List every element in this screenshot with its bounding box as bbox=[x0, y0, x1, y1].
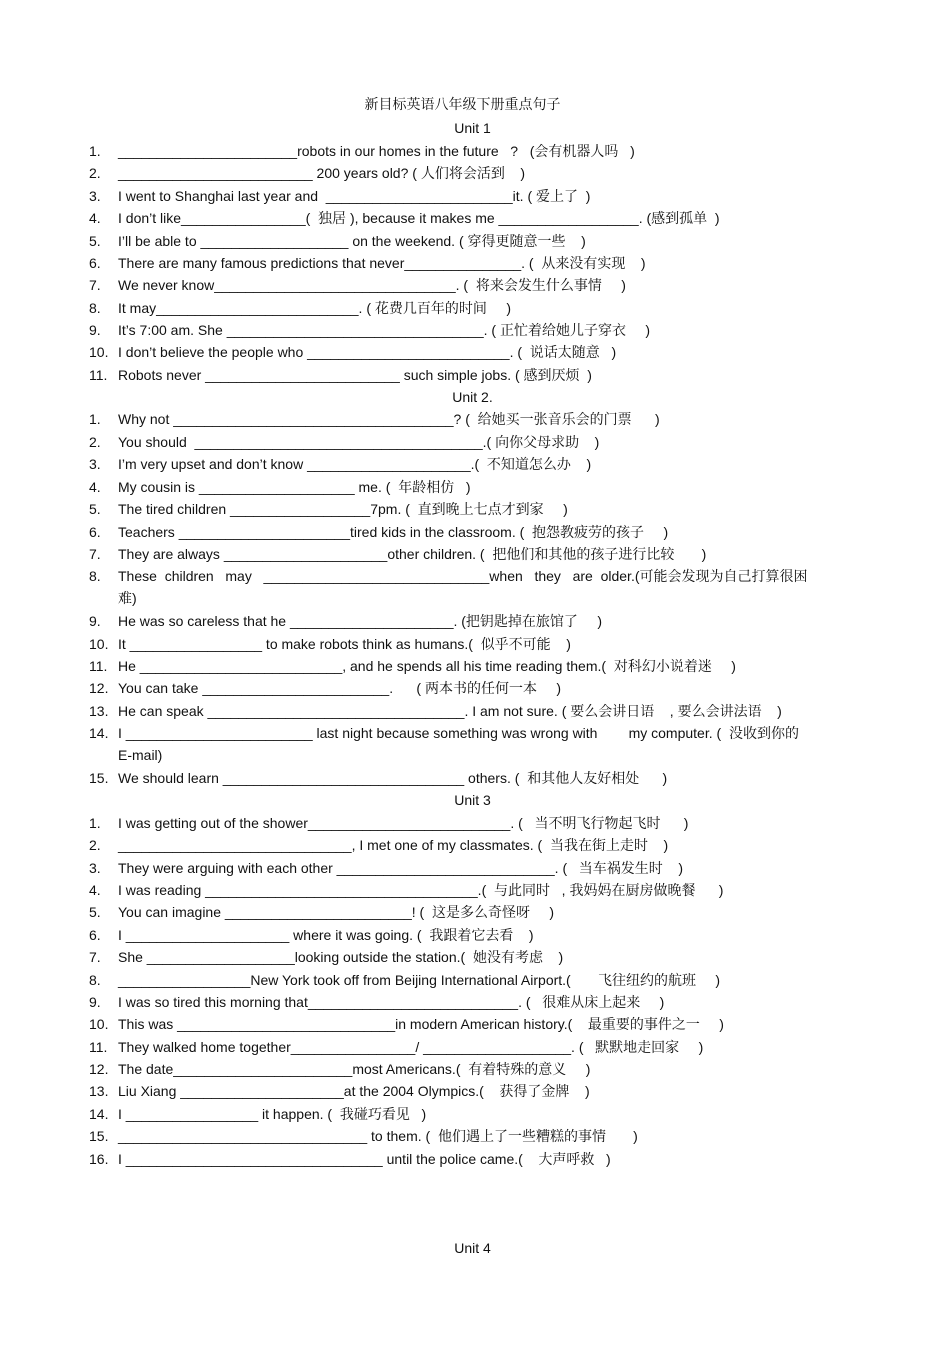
item-number: 8. bbox=[89, 568, 101, 584]
item-number: 3. bbox=[89, 860, 101, 876]
unit-heading: Unit 2. bbox=[452, 389, 493, 405]
item-sentence: There are many famous predictions that never_______________. ( 从来没有实现 ) bbox=[118, 255, 646, 271]
item-sentence: I don’t like________________( 独居 ), because it makes me __________________. (感到孤单 ) bbox=[118, 210, 720, 226]
item-number: 14. bbox=[89, 725, 109, 741]
item-number: 10. bbox=[89, 344, 109, 360]
item-number: 2. bbox=[89, 837, 101, 853]
item-sentence: The date_______________________most Americans.( 有着特殊的意义 ) bbox=[118, 1061, 591, 1077]
item-sentence: I _________________________________ until the police came.( 大声呼救 ) bbox=[118, 1151, 611, 1167]
item-number: 4. bbox=[89, 882, 101, 898]
item-sentence: I _____________________ where it was going. ( 我跟着它去看 ) bbox=[118, 927, 534, 943]
item-sentence: We should learn _______________________________ others. ( 和其他人友好相处 ) bbox=[118, 770, 668, 786]
item-number: 6. bbox=[89, 524, 101, 540]
item-number: 1. bbox=[89, 411, 101, 427]
item-sentence: These children may _____________________________when they are older.(可能会发现为自己打算很困 bbox=[118, 568, 808, 584]
item-sentence: I ________________________ last night because something was wrong with my computer. ( 没收到你的 bbox=[118, 725, 799, 741]
item-number: 9. bbox=[89, 994, 101, 1010]
item-sentence: They were arguing with each other ____________________________. ( 当车祸发生时 ) bbox=[118, 860, 684, 876]
item-sentence: I went to Shanghai last year and ________________________it. ( 爱上了 ) bbox=[118, 188, 591, 204]
item-sentence: It _________________ to make robots think as humans.( 似乎不可能 ) bbox=[118, 636, 571, 652]
item-sentence: We never know_______________________________. ( 将来会发生什么事情 ) bbox=[118, 277, 626, 293]
item-number: 15. bbox=[89, 770, 109, 786]
item-sentence: _______________________robots in our homes in the future ? (会有机器人吗 ) bbox=[118, 143, 635, 159]
item-number: 9. bbox=[89, 613, 101, 629]
item-number: 12. bbox=[89, 1061, 109, 1077]
item-sentence: I don’t believe the people who __________________________. ( 说话太随意 ) bbox=[118, 344, 617, 360]
item-number: 13. bbox=[89, 1083, 109, 1099]
item-sentence: I _________________ it happen. ( 我碰巧看见 ) bbox=[118, 1106, 427, 1122]
item-sentence: You can take ________________________. ( 两本书的任何一本 ) bbox=[118, 680, 562, 696]
item-sentence: This was ____________________________in modern American history.( 最重要的事件之一 ) bbox=[118, 1016, 724, 1032]
item-sentence: He can speak _________________________________. I am not sure. ( 要么会讲日语 , 要么会讲法语 ) bbox=[118, 703, 782, 719]
document-title: 新目标英语八年级下册重点句子 bbox=[364, 96, 561, 112]
item-sentence: They walked home together________________/ ___________________. ( 默默地走回家 ) bbox=[118, 1039, 704, 1055]
item-number: 3. bbox=[89, 188, 101, 204]
item-sentence: Robots never _________________________ such simple jobs. ( 感到厌烦 ) bbox=[118, 367, 592, 383]
item-sentence: I was getting out of the shower__________________________. ( 当不明飞行物起飞时 ) bbox=[118, 815, 689, 831]
item-number: 11. bbox=[89, 367, 108, 383]
item-sentence: Liu Xiang _____________________at the 2004 Olympics.( 获得了金牌 ) bbox=[118, 1083, 590, 1099]
item-sentence: Teachers ______________________tired kids in the classroom. ( 抱怨教疲劳的孩子 ) bbox=[118, 524, 669, 540]
unit-heading: Unit 1 bbox=[454, 120, 491, 136]
item-sentence: I was reading ___________________________________.( 与此同时 , 我妈妈在厨房做晚餐 ) bbox=[118, 882, 724, 898]
item-number: 7. bbox=[89, 277, 101, 293]
item-sentence: They are always _____________________other children. ( 把他们和其他的孩子进行比较 ) bbox=[118, 546, 707, 562]
item-number: 16. bbox=[89, 1151, 109, 1167]
item-sentence: I’m very upset and don’t know _____________________.( 不知道怎么办 ) bbox=[118, 456, 592, 472]
item-sentence: She ___________________looking outside the station.( 她没有考虑 ) bbox=[118, 949, 564, 965]
item-number: 13. bbox=[89, 703, 109, 719]
item-sentence: ______________________________, I met one of my classmates. ( 当我在街上走时 ) bbox=[118, 837, 669, 853]
item-sentence: You can imagine ________________________! ( 这是多么奇怪呀 ) bbox=[118, 904, 555, 920]
item-number: 4. bbox=[89, 210, 101, 226]
item-number: 14. bbox=[89, 1106, 109, 1122]
item-sentence: ________________________________ to them. ( 他们遇上了一些糟糕的事情 ) bbox=[118, 1128, 638, 1144]
item-number: 10. bbox=[89, 1016, 109, 1032]
item-number: 5. bbox=[89, 233, 101, 249]
item-sentence: _________________New York took off from Beijing International Airport.( 飞往纽约的航班 ) bbox=[118, 972, 721, 988]
item-sentence: _________________________ 200 years old? ( 人们将会活到 ) bbox=[118, 165, 526, 181]
item-number: 1. bbox=[89, 815, 101, 831]
item-number: 1. bbox=[89, 143, 101, 159]
item-sentence: My cousin is ____________________ me. ( 年龄相仿 ) bbox=[118, 479, 471, 495]
item-sentence-continuation: E-mail) bbox=[118, 747, 163, 763]
item-number: 6. bbox=[89, 927, 101, 943]
item-number: 3. bbox=[89, 456, 101, 472]
item-sentence: He __________________________, and he spends all his time reading them.( 对科幻小说着迷 ) bbox=[118, 658, 736, 674]
item-number: 2. bbox=[89, 165, 101, 181]
item-sentence: It’s 7:00 am. She _________________________________. ( 正忙着给她儿子穿衣 ) bbox=[118, 322, 651, 338]
item-sentence: I was so tired this morning that___________________________. ( 很难从床上起来 ) bbox=[118, 994, 665, 1010]
item-sentence: I’ll be able to ___________________ on the weekend. ( 穿得更随意一些 ) bbox=[118, 233, 586, 249]
unit-heading: Unit 4 bbox=[454, 1240, 491, 1256]
item-number: 15. bbox=[89, 1128, 109, 1144]
item-number: 11. bbox=[89, 1039, 108, 1055]
item-sentence-continuation: 难) bbox=[118, 590, 137, 606]
item-number: 5. bbox=[89, 501, 101, 517]
item-sentence: Why not ____________________________________? ( 给她买一张音乐会的门票 ) bbox=[118, 411, 660, 427]
item-sentence: You should _____________________________________.( 向你父母求助 ) bbox=[118, 434, 600, 450]
unit-heading: Unit 3 bbox=[454, 792, 491, 808]
item-number: 7. bbox=[89, 949, 101, 965]
item-sentence: He was so careless that he _____________________. (把钥匙掉在旅馆了 ) bbox=[118, 613, 603, 629]
item-number: 12. bbox=[89, 680, 109, 696]
item-sentence: It may__________________________. ( 花费几百年的时间 ) bbox=[118, 300, 511, 316]
item-sentence: The tired children __________________7pm. ( 直到晚上七点才到家 ) bbox=[118, 501, 568, 517]
item-number: 9. bbox=[89, 322, 101, 338]
item-number: 8. bbox=[89, 300, 101, 316]
item-number: 11. bbox=[89, 658, 108, 674]
item-number: 10. bbox=[89, 636, 109, 652]
item-number: 5. bbox=[89, 904, 101, 920]
item-number: 8. bbox=[89, 972, 101, 988]
item-number: 7. bbox=[89, 546, 101, 562]
item-number: 6. bbox=[89, 255, 101, 271]
item-number: 2. bbox=[89, 434, 101, 450]
item-number: 4. bbox=[89, 479, 101, 495]
